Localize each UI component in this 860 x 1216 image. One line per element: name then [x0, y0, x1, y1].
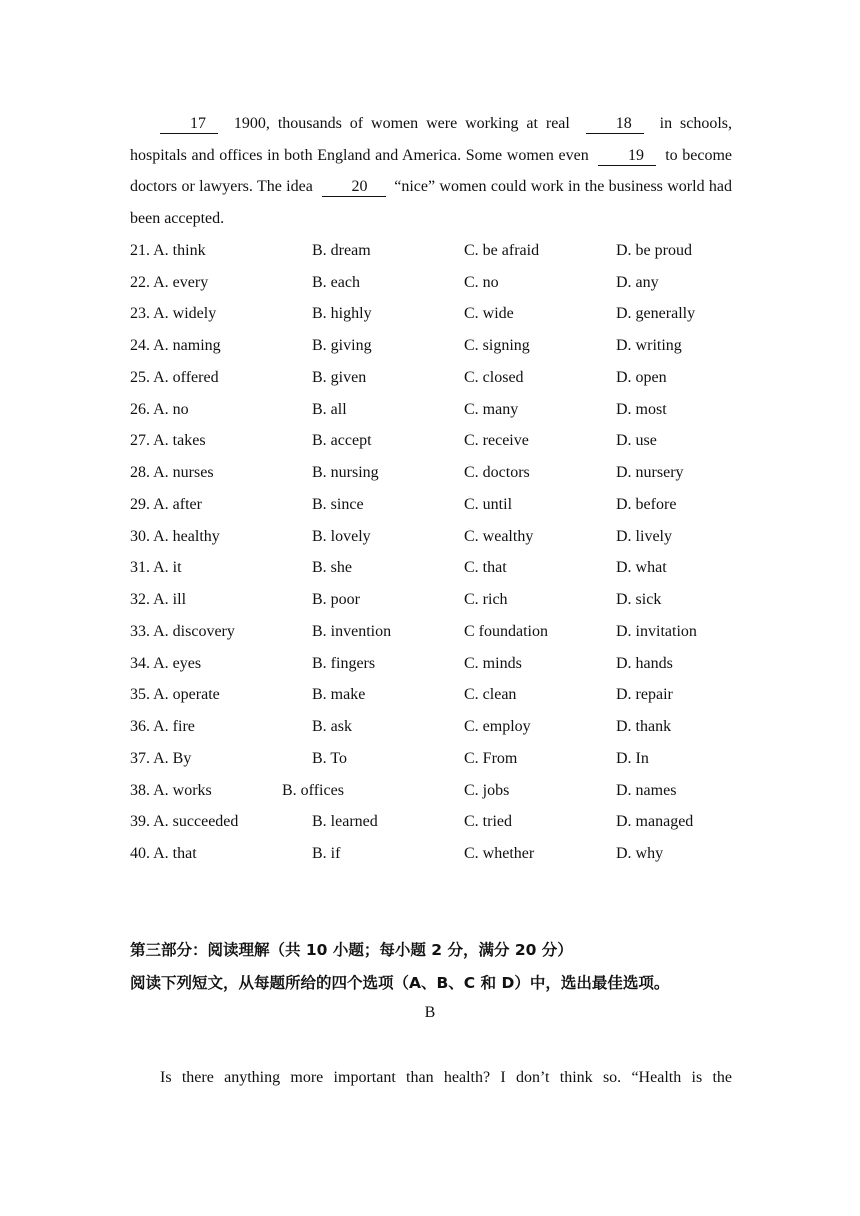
question-row — [130, 298, 732, 330]
blank-19: 19 — [598, 147, 656, 166]
option-b: B. learned — [312, 813, 378, 831]
option-c: C. clean — [464, 686, 517, 704]
blank-17: 17 — [160, 115, 218, 134]
option-c: C. until — [464, 495, 513, 513]
option-b: B. offices — [282, 781, 344, 799]
option-a: 40. A. that — [130, 845, 197, 863]
option-c: C. that — [464, 559, 507, 577]
passage-paragraph — [130, 108, 732, 235]
option-b: B. invention — [312, 622, 392, 640]
option-b: B. poor — [312, 591, 360, 609]
option-a: 37. A. By — [130, 749, 192, 767]
cloze-passage-end — [130, 108, 732, 870]
question-row — [130, 743, 732, 775]
option-a: 25. A. offered — [130, 368, 219, 386]
option-d: D. thank — [616, 718, 672, 736]
question-row — [130, 330, 732, 362]
option-c: C. many — [464, 400, 519, 418]
option-a: 22. A. every — [130, 273, 209, 291]
option-d: D. sick — [616, 591, 662, 609]
option-d: D. what — [616, 559, 667, 577]
option-a: 38. A. works — [130, 781, 212, 799]
option-c: C. rich — [464, 591, 508, 609]
option-a: 23. A. widely — [130, 305, 217, 323]
option-c: C. closed — [464, 368, 524, 386]
options-list — [130, 235, 732, 870]
question-row — [130, 584, 732, 616]
option-c: C. jobs — [464, 781, 510, 799]
option-a: 28. A. nurses — [130, 464, 214, 482]
option-d: D. names — [616, 781, 677, 799]
option-c: C. no — [464, 273, 499, 291]
option-c: C. employ — [464, 718, 531, 736]
option-b: B. each — [312, 273, 360, 291]
question-row — [130, 616, 732, 648]
question-row — [130, 235, 732, 267]
section-heading: 第三部分：阅读理解（共 10 小题；每小题 2 分，满分 20 分） — [130, 941, 573, 959]
option-d: D. any — [616, 273, 659, 291]
option-a: 29. A. after — [130, 495, 202, 513]
question-row — [130, 489, 732, 521]
question-row — [130, 362, 732, 394]
option-b: B. accept — [312, 432, 372, 450]
option-c: C. signing — [464, 337, 530, 355]
option-c: C. doctors — [464, 464, 530, 482]
option-d: D. most — [616, 400, 667, 418]
option-c: C. whether — [464, 845, 535, 863]
option-c: C. minds — [464, 654, 522, 672]
option-a: 32. A. ill — [130, 591, 187, 609]
option-d: D. hands — [616, 654, 673, 672]
option-a: 33. A. discovery — [130, 622, 235, 640]
option-b: B. given — [312, 368, 367, 386]
option-a: 21. A. think — [130, 241, 206, 259]
question-row — [130, 552, 732, 584]
section-instruction: 阅读下列短文，从每题所给的四个选项（A、B、C 和 D）中，选出最佳选项。 — [130, 974, 670, 992]
option-a: 30. A. healthy — [130, 527, 220, 545]
passage-letter: B — [424, 1004, 436, 1021]
question-row — [130, 648, 732, 680]
option-b: B. she — [312, 559, 352, 577]
option-a: 36. A. fire — [130, 718, 195, 736]
option-b: B. lovely — [312, 527, 371, 545]
option-b: B. nursing — [312, 464, 379, 482]
option-d: D. nursery — [616, 464, 684, 482]
option-c: C foundation — [464, 622, 548, 640]
option-b: B. all — [312, 400, 347, 418]
option-b: B. if — [312, 845, 341, 863]
question-row — [130, 838, 732, 870]
option-c: C. wealthy — [464, 527, 534, 545]
passage-text-2: in schools, hospitals and offices in both England and America. Some women even — [130, 115, 733, 164]
question-row — [130, 425, 732, 457]
question-row — [130, 679, 732, 711]
option-d: D. why — [616, 845, 664, 863]
option-d: D. generally — [616, 305, 696, 323]
passage-text-4: “nice” women could work in the business world had been accepted. — [130, 178, 733, 228]
passage-text-1: 1900, thousands of women were working at real — [233, 115, 570, 132]
option-d: D. use — [616, 432, 657, 450]
blank-20: 20 — [322, 178, 386, 197]
question-row — [130, 394, 732, 426]
option-c: C. From — [464, 749, 518, 767]
option-c: C. wide — [464, 305, 514, 323]
blank-18: 18 — [586, 115, 644, 134]
reading-first-line: Is there anything more important than health? I don’t think so. “Health is the — [160, 1069, 732, 1086]
question-row — [130, 711, 732, 743]
option-b: B. ask — [312, 718, 352, 736]
option-d: D. open — [616, 368, 667, 386]
option-b: B. make — [312, 686, 366, 704]
option-d: D. be proud — [616, 241, 692, 259]
question-row — [130, 457, 732, 489]
option-a: 24. A. naming — [130, 337, 221, 355]
option-a: 34. A. eyes — [130, 654, 202, 672]
option-b: B. highly — [312, 305, 372, 323]
option-b: B. since — [312, 495, 364, 513]
option-a: 39. A. succeeded — [130, 813, 239, 831]
option-b: B. fingers — [312, 654, 376, 672]
option-d: D. before — [616, 495, 677, 513]
option-d: D. repair — [616, 686, 673, 704]
option-a: 27. A. takes — [130, 432, 206, 450]
option-d: D. managed — [616, 813, 694, 831]
option-d: D. lively — [616, 527, 672, 545]
question-row — [130, 521, 732, 553]
option-c: C. receive — [464, 432, 529, 450]
option-a: 26. A. no — [130, 400, 189, 418]
question-row — [130, 267, 732, 299]
option-b: B. To — [312, 749, 348, 767]
option-a: 31. A. it — [130, 559, 182, 577]
option-b: B. giving — [312, 337, 372, 355]
option-c: C. tried — [464, 813, 512, 831]
question-row — [130, 775, 732, 807]
option-a: 35. A. operate — [130, 686, 220, 704]
option-c: C. be afraid — [464, 241, 540, 259]
option-d: D. invitation — [616, 622, 697, 640]
passage-text-3: to become doctors or lawyers. The idea — [130, 146, 733, 196]
option-b: B. dream — [312, 241, 371, 259]
option-d: D. writing — [616, 337, 682, 355]
option-d: D. In — [616, 749, 649, 767]
question-row — [130, 806, 732, 838]
